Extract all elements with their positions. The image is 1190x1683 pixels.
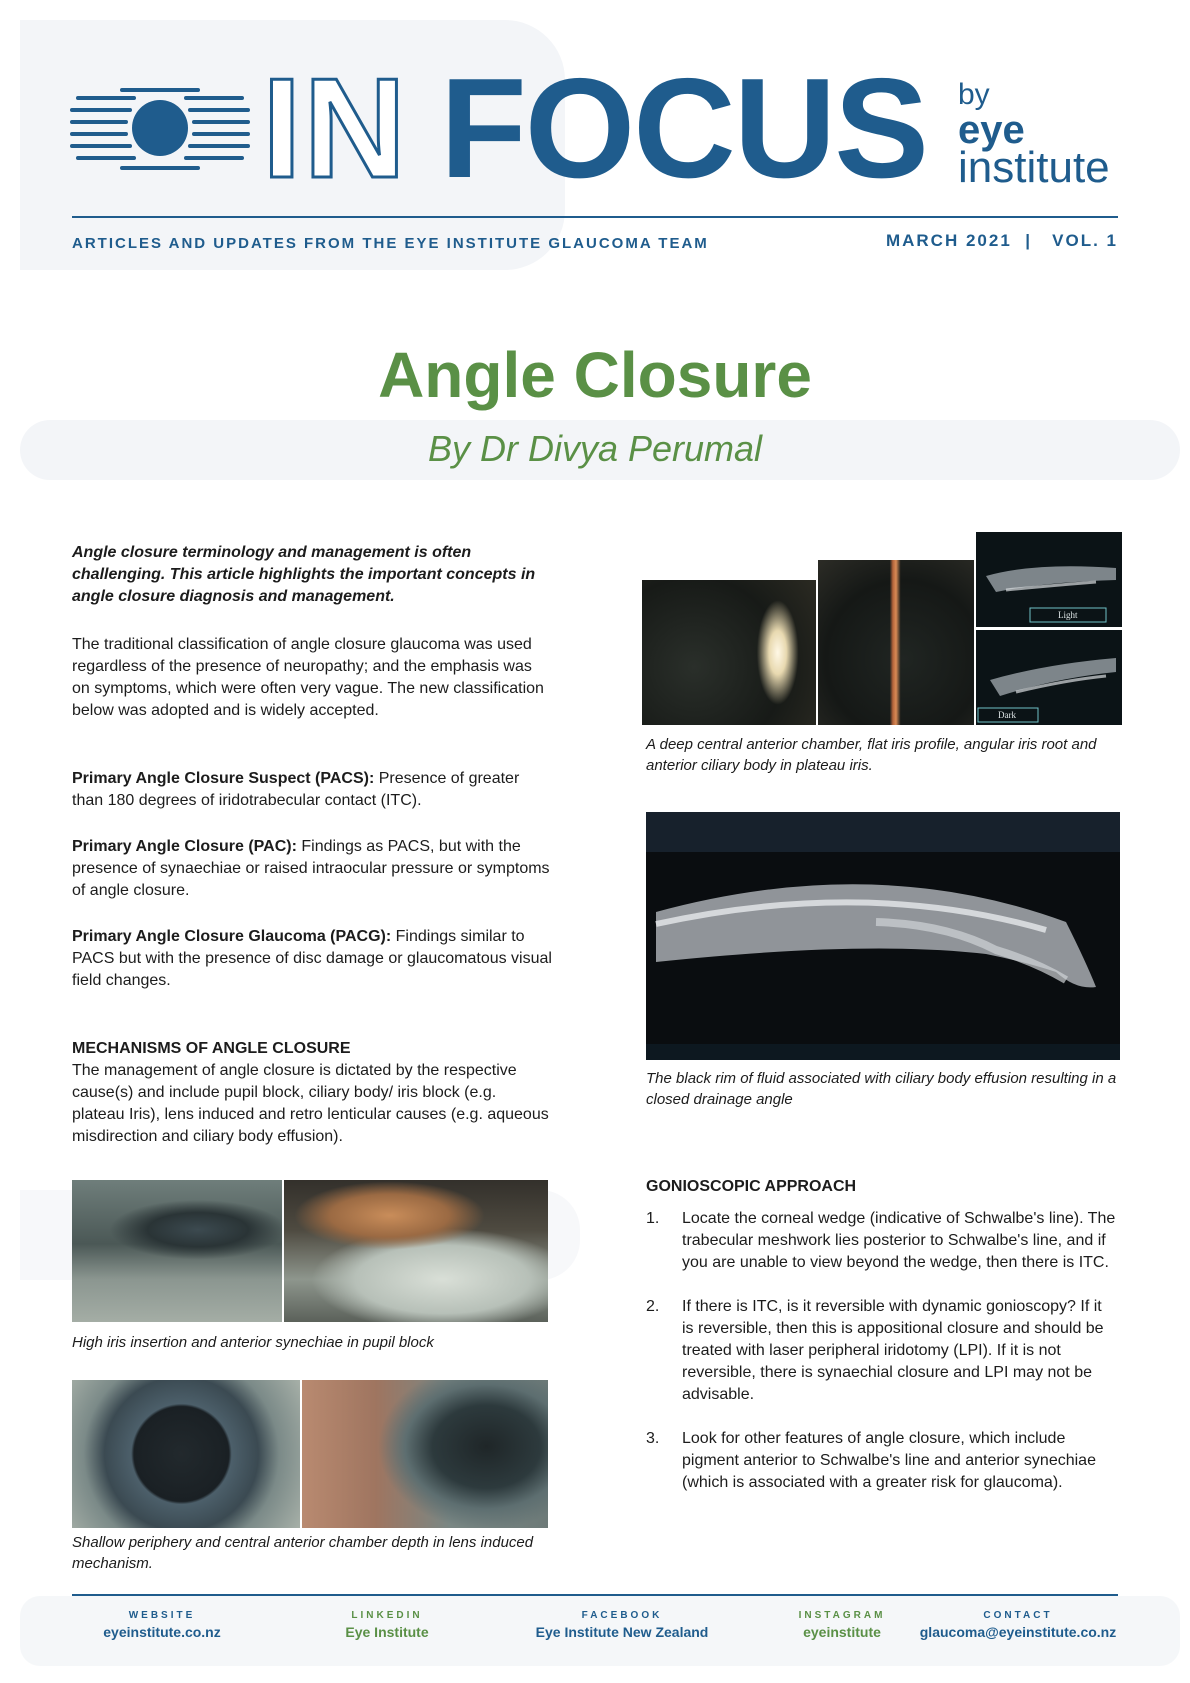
- lens-induced-photo-left: [72, 1380, 300, 1528]
- footer-facebook[interactable]: [492, 1610, 752, 1640]
- definition-text: Presence of greater than 180 degrees of iridotrabecular contact (ITC).: [72, 770, 520, 809]
- definition-pac: [72, 836, 552, 902]
- brand-by: by: [958, 78, 990, 111]
- footer-label: CONTACT: [983, 1610, 1053, 1621]
- footer-label: FACEBOOK: [581, 1610, 663, 1621]
- definition-text: Findings similar to PACS but with the presence of disc damage or glaucomatous visual field changes.: [72, 928, 552, 989]
- definition-pacs: [72, 768, 552, 812]
- linkedin-link[interactable]: Eye Institute: [345, 1624, 429, 1640]
- lens-induced-photo-right: [302, 1380, 548, 1528]
- eye-logo-icon: [70, 80, 250, 180]
- gonioscopic-heading: GONIOSCOPIC APPROACH: [646, 1178, 857, 1195]
- caption-effusion: The black rim of fluid associated with ciliary body effusion resulting in a closed drainage angle: [646, 1070, 1117, 1108]
- tagline: ARTICLES AND UPDATES FROM THE EYE INSTITUTE GLAUCOMA TEAM: [72, 235, 709, 252]
- mechanisms-heading: MECHANISMS OF ANGLE CLOSURE: [72, 1040, 351, 1057]
- oct-light-label: Light: [1058, 610, 1078, 620]
- website-link[interactable]: eyeinstitute.co.nz: [103, 1624, 221, 1640]
- instagram-link[interactable]: eyeinstitute: [803, 1624, 881, 1640]
- brand-in: IN: [262, 49, 408, 208]
- facebook-link[interactable]: Eye Institute New Zealand: [535, 1624, 709, 1640]
- pupil-block-photo-right: [284, 1180, 548, 1322]
- definition-term: Primary Angle Closure Glaucoma (PACG):: [72, 928, 392, 945]
- footer-divider: [72, 1594, 1118, 1596]
- step-number: 2.: [646, 1298, 660, 1315]
- oct-light-scan: [976, 532, 1122, 627]
- footer-instagram[interactable]: [772, 1610, 912, 1640]
- mechanisms-paragraph: The management of angle closure is dictated by the respective cause(s) and include pupil block, ciliary body/ iris block (e.g. plateau Iris), lens induced and retro lenticular causes (e.g. aqueous misdirection and ciliary body effusion).: [72, 1062, 549, 1145]
- step-number: 3.: [646, 1430, 660, 1447]
- header-divider: [72, 216, 1118, 218]
- definition-term: Primary Angle Closure (PAC):: [72, 838, 297, 855]
- brand-focus: FOCUS: [440, 49, 927, 208]
- intro-paragraph: The traditional classification of angle closure glaucoma was used regardless of the presence of neuropathy; and the emphasis was on symptoms, which were often very vague. The new classification below was adopted and is widely accepted.: [72, 636, 544, 719]
- by-eye-institute: [958, 80, 1110, 190]
- oct-dark-label: Dark: [998, 710, 1016, 720]
- footer: [72, 1610, 1118, 1660]
- definition-pacg: [72, 926, 552, 992]
- gonioscopic-steps: [646, 1208, 1116, 1516]
- footer-label: LINKEDIN: [351, 1610, 423, 1621]
- article-byline: By Dr Divya Perumal: [427, 428, 763, 469]
- step-text: Locate the corneal wedge (indicative of Schwalbe's line). The trabecular meshwork lies posterior to Schwalbe's line, and if you are unable to view beyond the wedge, then there is ITC.: [682, 1210, 1116, 1271]
- footer-label: INSTAGRAM: [798, 1610, 886, 1621]
- pupil-block-photo-left: [72, 1180, 282, 1322]
- lead-paragraph: Angle closure terminology and management is often challenging. This article highlights the important concepts in angle closure diagnosis and management.: [72, 544, 536, 605]
- step-number: 1.: [646, 1210, 660, 1227]
- issue-date: MARCH 2021 | VOL. 1: [885, 231, 1118, 250]
- definition-text: Findings as PACS, but with the presence of synaechiae or raised intraocular pressure or symptoms of angle closure.: [72, 838, 550, 899]
- contact-email-link[interactable]: glaucoma@eyeinstitute.co.nz: [919, 1624, 1117, 1640]
- brand-eye: eye: [958, 108, 1025, 152]
- list-item: [646, 1208, 1116, 1274]
- brand-institute: institute: [958, 143, 1110, 192]
- footer-linkedin[interactable]: [317, 1610, 457, 1640]
- step-text: Look for other features of angle closure, which include pigment anterior to Schwalbe's line and anterior synechiae (which is associated with a greater risk for glaucoma).: [682, 1430, 1096, 1491]
- footer-contact[interactable]: [918, 1610, 1118, 1640]
- caption-lens-induced: Shallow periphery and central anterior chamber depth in lens induced mechanism.: [72, 1534, 534, 1572]
- step-text: If there is ITC, is it reversible with dynamic gonioscopy? If it is reversible, then this is appositional closure and should be treated with laser peripheral iridotomy (LPI). If it is not reversible, there is synaechial closure and LPI may not be advisable.: [682, 1298, 1104, 1403]
- effusion-oct-scan: [646, 812, 1120, 1060]
- plateau-iris-photo-1: [642, 580, 816, 725]
- caption-pupil-block: High iris insertion and anterior synechiae in pupil block: [72, 1334, 434, 1351]
- footer-label: WEBSITE: [128, 1610, 196, 1621]
- oct-dark-scan: [976, 630, 1122, 725]
- caption-plateau-iris: A deep central anterior chamber, flat iris profile, angular iris root and anterior ciliary body in plateau iris.: [646, 736, 1097, 774]
- list-item: [646, 1428, 1116, 1494]
- footer-website[interactable]: [92, 1610, 232, 1640]
- plateau-iris-photo-2: [818, 560, 974, 725]
- article-title: Angle Closure: [378, 339, 812, 411]
- definition-term: Primary Angle Closure Suspect (PACS):: [72, 770, 375, 787]
- list-item: [646, 1296, 1116, 1406]
